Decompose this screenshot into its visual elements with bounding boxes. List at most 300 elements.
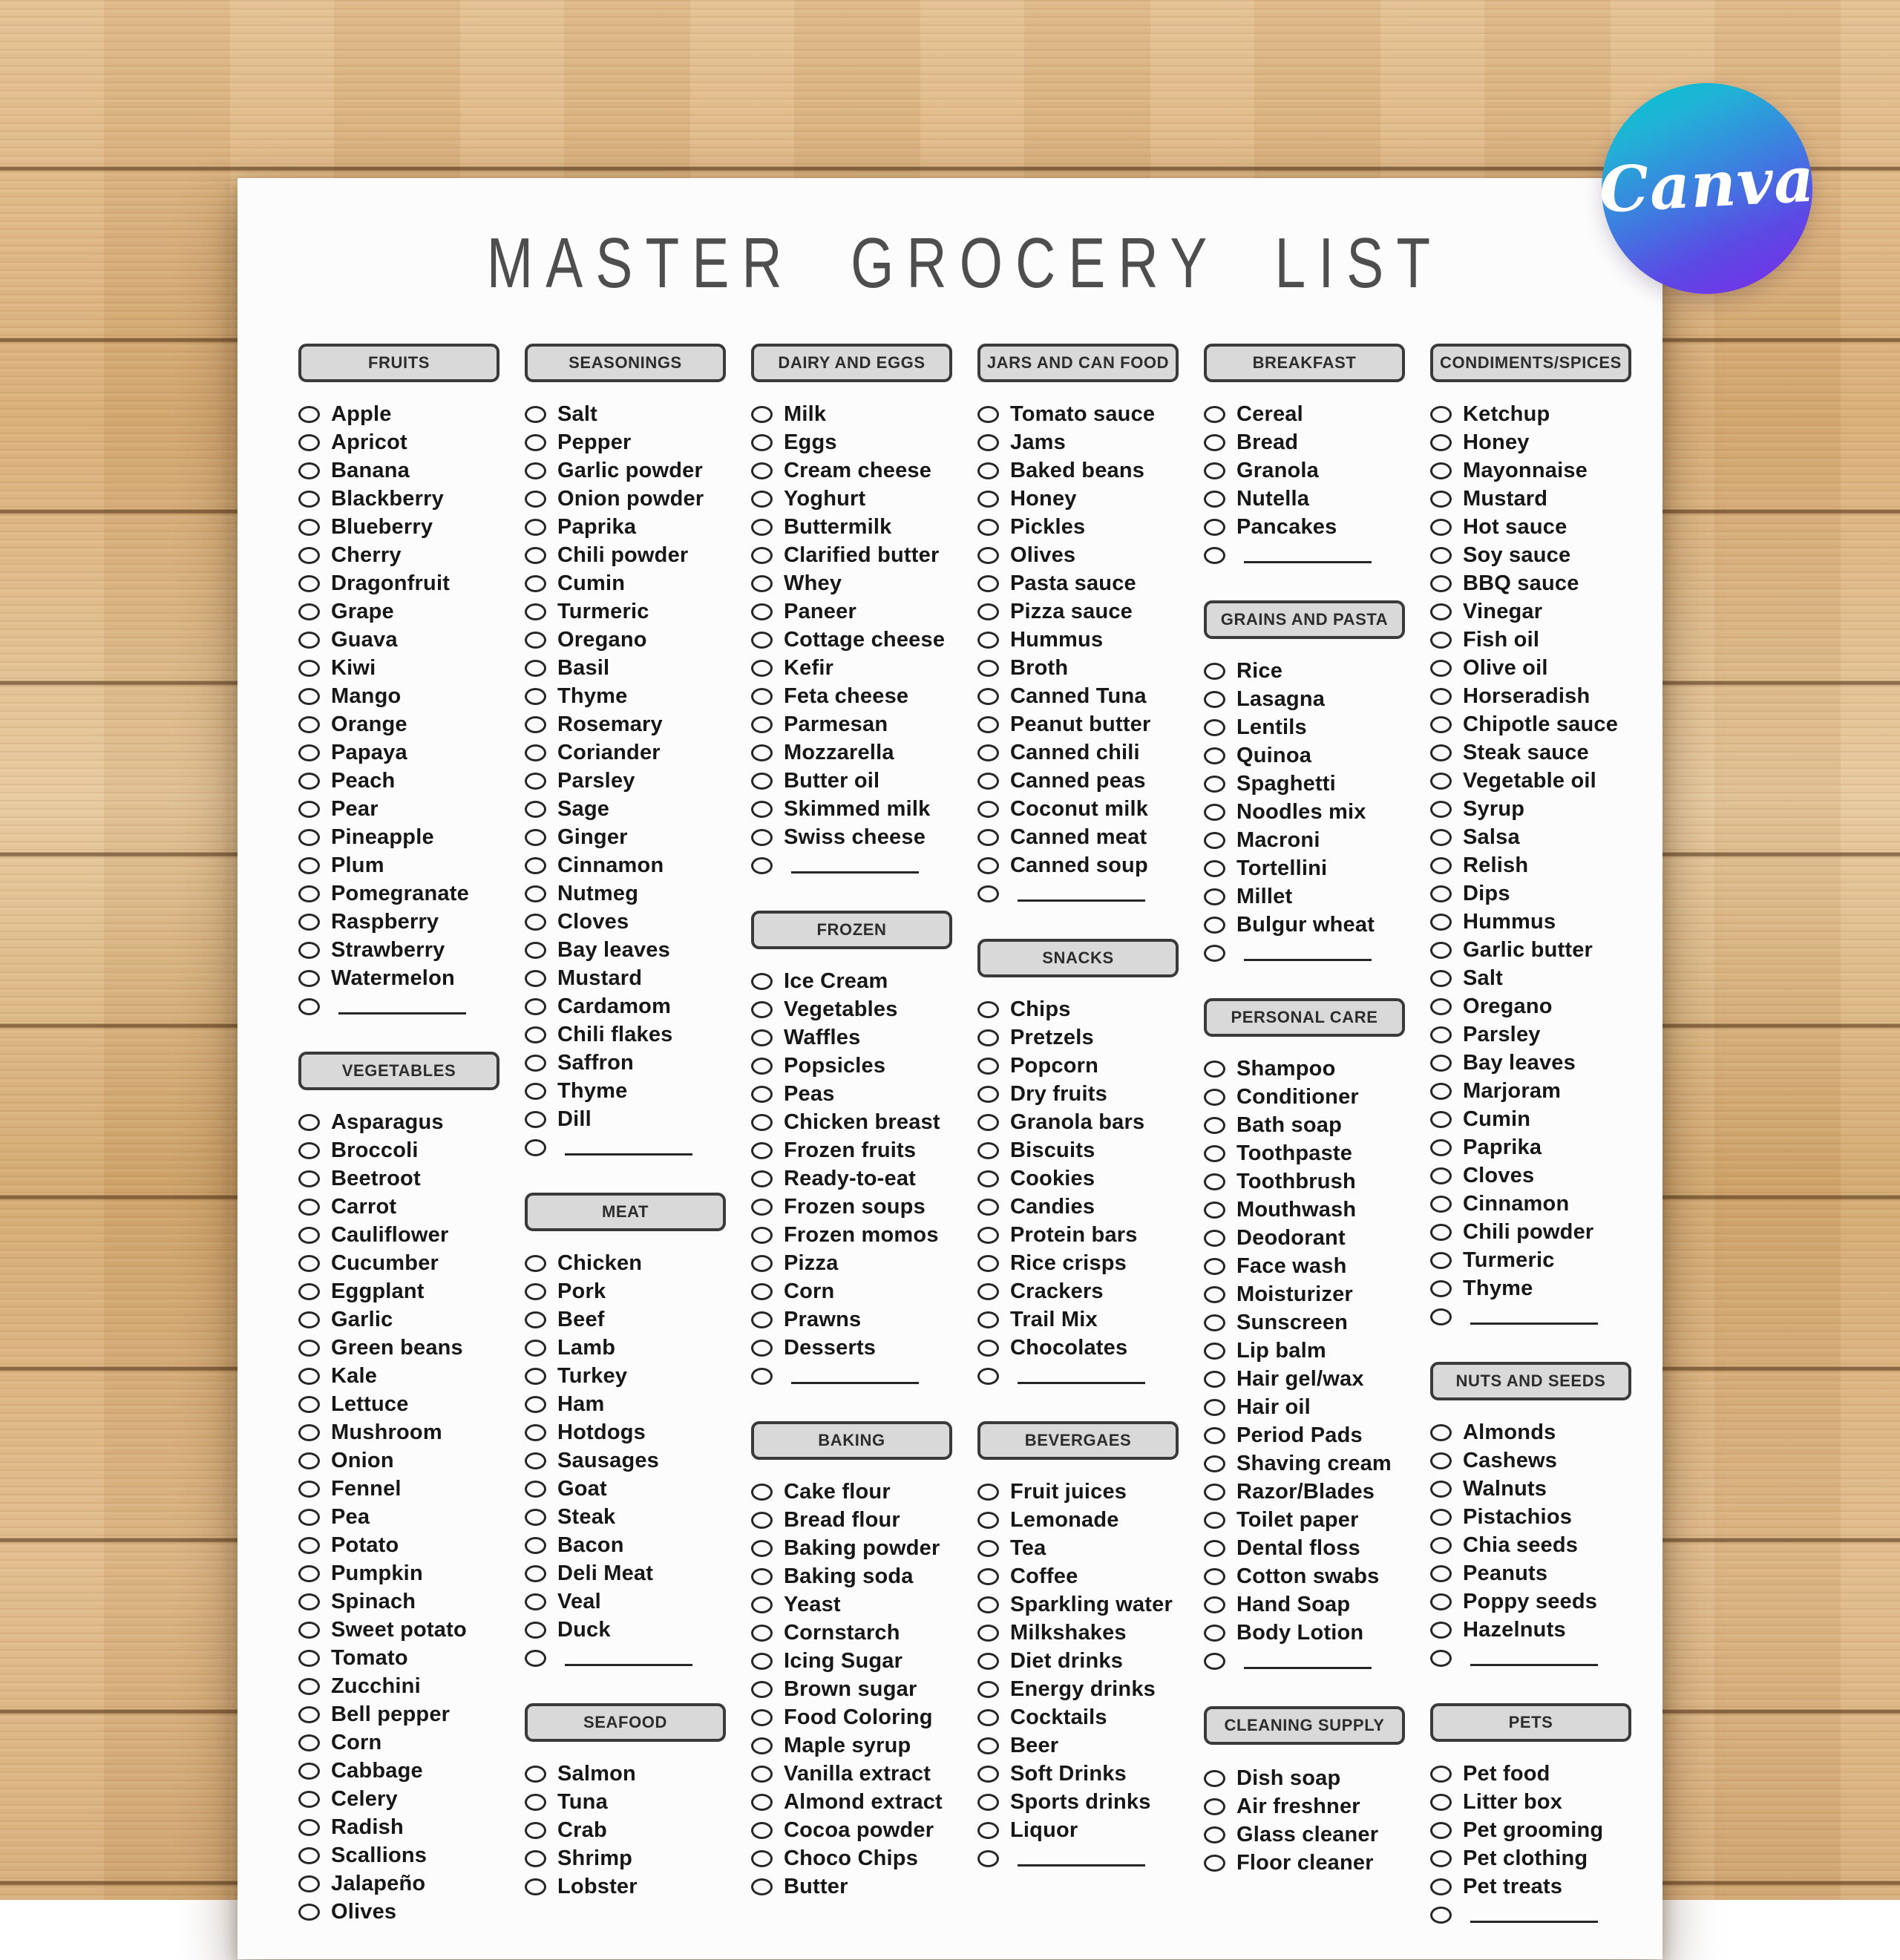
checkbox-circle[interactable] — [298, 1622, 320, 1639]
checkbox-circle[interactable] — [525, 1424, 546, 1441]
checkbox-circle[interactable] — [977, 1368, 999, 1385]
checkbox-circle[interactable] — [977, 1625, 999, 1642]
checkbox-circle[interactable] — [977, 1227, 999, 1244]
checkbox-circle[interactable] — [525, 1139, 546, 1156]
checkbox-circle[interactable] — [525, 1822, 546, 1839]
checkbox-circle[interactable] — [977, 1058, 999, 1075]
checkbox-circle[interactable] — [1204, 1770, 1225, 1787]
checkbox-circle[interactable] — [298, 1593, 320, 1610]
checkbox-circle[interactable] — [525, 1055, 546, 1072]
checkbox-circle[interactable] — [1204, 1089, 1225, 1106]
blank-write-in-line[interactable] — [1470, 1651, 1598, 1666]
blank-write-in-line[interactable] — [1244, 945, 1372, 961]
checkbox-circle[interactable] — [525, 942, 546, 959]
checkbox-circle[interactable] — [1430, 773, 1452, 790]
checkbox-circle[interactable] — [977, 434, 999, 451]
checkbox-circle[interactable] — [298, 1170, 320, 1187]
checkbox-circle[interactable] — [1430, 547, 1452, 564]
checkbox-circle[interactable] — [1430, 434, 1452, 451]
checkbox-circle[interactable] — [298, 801, 320, 818]
checkbox-circle[interactable] — [977, 575, 999, 592]
checkbox-circle[interactable] — [751, 1709, 773, 1726]
checkbox-circle[interactable] — [977, 688, 999, 705]
checkbox-circle[interactable] — [751, 1568, 773, 1585]
checkbox-circle[interactable] — [977, 1766, 999, 1783]
checkbox-circle[interactable] — [298, 1875, 320, 1892]
checkbox-circle[interactable] — [1430, 1424, 1452, 1441]
checkbox-circle[interactable] — [298, 660, 320, 677]
checkbox-circle[interactable] — [751, 1596, 773, 1613]
checkbox-circle[interactable] — [525, 434, 546, 451]
checkbox-circle[interactable] — [977, 1086, 999, 1103]
checkbox-circle[interactable] — [525, 1622, 546, 1639]
checkbox-circle[interactable] — [525, 547, 546, 564]
checkbox-circle[interactable] — [525, 688, 546, 705]
checkbox-circle[interactable] — [525, 1794, 546, 1811]
list-item — [298, 823, 499, 851]
checkbox-circle[interactable] — [1204, 1117, 1225, 1134]
checkbox-circle[interactable] — [751, 688, 773, 705]
checkbox-circle[interactable] — [1204, 1855, 1225, 1872]
checkbox-circle[interactable] — [298, 1368, 320, 1385]
checkbox-circle[interactable] — [751, 857, 773, 874]
checkbox-circle[interactable] — [298, 1904, 320, 1921]
checkbox-circle[interactable] — [1430, 1139, 1452, 1156]
checkbox-circle[interactable] — [1204, 663, 1225, 680]
checkbox-circle[interactable] — [751, 632, 773, 649]
checkbox-circle[interactable] — [525, 1368, 546, 1385]
checkbox-circle[interactable] — [525, 829, 546, 846]
checkbox-circle[interactable] — [751, 1850, 773, 1867]
checkbox-circle[interactable] — [751, 1512, 773, 1529]
checkbox-circle[interactable] — [1430, 1509, 1452, 1526]
checkbox-circle[interactable] — [298, 1847, 320, 1864]
checkbox-circle[interactable] — [298, 1142, 320, 1159]
checkbox-circle[interactable] — [1430, 744, 1452, 761]
checkbox-circle[interactable] — [1204, 917, 1225, 934]
checkbox-circle[interactable] — [1430, 406, 1452, 423]
checkbox-circle[interactable] — [1430, 857, 1452, 874]
checkbox-circle[interactable] — [977, 1653, 999, 1670]
checkbox-circle[interactable] — [1204, 462, 1225, 479]
checkbox-circle[interactable] — [1430, 1308, 1452, 1325]
checkbox-circle[interactable] — [298, 406, 320, 423]
checkbox-circle[interactable] — [977, 1596, 999, 1613]
checkbox-circle[interactable] — [1430, 1593, 1452, 1610]
checkbox-circle[interactable] — [525, 1311, 546, 1328]
checkbox-circle[interactable] — [298, 998, 320, 1015]
checkbox-circle[interactable] — [977, 1568, 999, 1585]
list-item — [298, 936, 499, 964]
checkbox-circle[interactable] — [751, 575, 773, 592]
checkbox-circle[interactable] — [1204, 1061, 1225, 1078]
checkbox-circle[interactable] — [977, 1029, 999, 1046]
checkbox-circle[interactable] — [525, 998, 546, 1015]
checkbox-circle[interactable] — [298, 1678, 320, 1695]
checkbox-circle[interactable] — [1204, 1568, 1225, 1585]
checkbox-circle[interactable] — [1430, 1026, 1452, 1043]
blank-write-in-line[interactable] — [338, 999, 466, 1015]
checkbox-circle[interactable] — [1430, 998, 1452, 1015]
checkbox-circle[interactable] — [751, 1766, 773, 1783]
checkbox-circle[interactable] — [1204, 406, 1225, 423]
checkbox-circle[interactable] — [977, 1681, 999, 1698]
checkbox-circle[interactable] — [525, 1340, 546, 1357]
checkbox-circle[interactable] — [751, 1142, 773, 1159]
checkbox-circle[interactable] — [751, 801, 773, 818]
checkbox-circle[interactable] — [1204, 719, 1225, 736]
checkbox-circle[interactable] — [298, 1227, 320, 1244]
checkbox-circle[interactable] — [751, 1058, 773, 1075]
checkbox-circle[interactable] — [751, 1283, 773, 1300]
checkbox-circle[interactable] — [1430, 942, 1452, 959]
checkbox-circle[interactable] — [977, 1170, 999, 1187]
checkbox-circle[interactable] — [1204, 1230, 1225, 1247]
checkbox-circle[interactable] — [298, 914, 320, 931]
checkbox-circle[interactable] — [1430, 688, 1452, 705]
checkbox-circle[interactable] — [525, 1766, 546, 1783]
checkbox-circle[interactable] — [298, 575, 320, 592]
checkbox-circle[interactable] — [1204, 1512, 1225, 1529]
checkbox-circle[interactable] — [977, 603, 999, 620]
checkbox-circle[interactable] — [751, 1340, 773, 1357]
checkbox-circle[interactable] — [977, 632, 999, 649]
checkbox-circle[interactable] — [977, 1484, 999, 1501]
checkbox-circle[interactable] — [298, 1255, 320, 1272]
checkbox-circle[interactable] — [525, 773, 546, 790]
blank-write-in-line[interactable] — [565, 1140, 692, 1156]
checkbox-circle[interactable] — [1204, 1653, 1225, 1670]
checkbox-circle[interactable] — [1204, 1371, 1225, 1388]
checkbox-circle[interactable] — [751, 603, 773, 620]
blank-write-in-line[interactable] — [1244, 548, 1372, 563]
checkbox-circle[interactable] — [751, 716, 773, 733]
checkbox-circle[interactable] — [1204, 747, 1225, 764]
checkbox-circle[interactable] — [977, 1255, 999, 1272]
checkbox-circle[interactable] — [977, 773, 999, 790]
checkbox-circle[interactable] — [751, 1540, 773, 1557]
checkbox-circle[interactable] — [751, 1737, 773, 1754]
blank-write-in-line[interactable] — [1018, 886, 1145, 902]
checkbox-circle[interactable] — [751, 973, 773, 990]
checkbox-circle[interactable] — [1204, 1343, 1225, 1360]
checkbox-circle[interactable] — [298, 491, 320, 508]
checkbox-circle[interactable] — [751, 1170, 773, 1187]
checkbox-circle[interactable] — [525, 744, 546, 761]
checkbox-circle[interactable] — [751, 1484, 773, 1501]
checkbox-circle[interactable] — [1430, 1565, 1452, 1582]
checkbox-circle[interactable] — [1204, 1173, 1225, 1190]
checkbox-circle[interactable] — [1430, 1766, 1452, 1783]
checkbox-circle[interactable] — [1430, 632, 1452, 649]
checkbox-circle[interactable] — [525, 1452, 546, 1469]
checkbox-circle[interactable] — [298, 1565, 320, 1582]
checkbox-circle[interactable] — [1204, 945, 1225, 962]
checkbox-circle[interactable] — [1204, 1540, 1225, 1557]
checkbox-circle[interactable] — [1430, 970, 1452, 987]
checkbox-circle[interactable] — [977, 1199, 999, 1216]
checkbox-circle[interactable] — [1430, 462, 1452, 479]
checkbox-circle[interactable] — [1430, 1850, 1452, 1867]
checkbox-circle[interactable] — [525, 716, 546, 733]
checkbox-circle[interactable] — [298, 1340, 320, 1357]
checkbox-circle[interactable] — [298, 716, 320, 733]
checkbox-circle[interactable] — [751, 547, 773, 564]
checkbox-circle[interactable] — [1430, 1481, 1452, 1498]
checkbox-circle[interactable] — [1430, 660, 1452, 677]
checkbox-circle[interactable] — [1430, 885, 1452, 902]
blank-write-in-line[interactable] — [1018, 1369, 1145, 1384]
checkbox-circle[interactable] — [977, 1737, 999, 1754]
checkbox-circle[interactable] — [1204, 860, 1225, 877]
checkbox-circle[interactable] — [1430, 1822, 1452, 1839]
checkbox-circle[interactable] — [977, 829, 999, 846]
checkbox-circle[interactable] — [1204, 832, 1225, 849]
checkbox-circle[interactable] — [1430, 1196, 1452, 1213]
checkbox-circle[interactable] — [298, 462, 320, 479]
checkbox-circle[interactable] — [298, 829, 320, 846]
checkbox-circle[interactable] — [977, 857, 999, 874]
checkbox-circle[interactable] — [1204, 491, 1225, 508]
checkbox-circle[interactable] — [1430, 1083, 1452, 1100]
checkbox-circle[interactable] — [751, 519, 773, 536]
checkbox-circle[interactable] — [1430, 1907, 1452, 1924]
checkbox-circle[interactable] — [977, 462, 999, 479]
checkbox-circle[interactable] — [977, 1340, 999, 1357]
checkbox-circle[interactable] — [977, 801, 999, 818]
checkbox-circle[interactable] — [525, 603, 546, 620]
checkbox-circle[interactable] — [1204, 547, 1225, 564]
list-item — [298, 1531, 499, 1559]
checkbox-circle[interactable] — [525, 632, 546, 649]
checkbox-circle[interactable] — [977, 1709, 999, 1726]
checkbox-circle[interactable] — [977, 1822, 999, 1839]
checkbox-circle[interactable] — [1430, 1650, 1452, 1667]
checkbox-circle[interactable] — [1430, 1252, 1452, 1269]
checkbox-circle[interactable] — [525, 885, 546, 902]
checkbox-circle[interactable] — [751, 1822, 773, 1839]
checkbox-circle[interactable] — [977, 1512, 999, 1529]
checkbox-circle[interactable] — [298, 942, 320, 959]
checkbox-circle[interactable] — [1430, 519, 1452, 536]
checkbox-circle[interactable] — [525, 1083, 546, 1100]
checkbox-circle[interactable] — [1204, 1596, 1225, 1613]
checkbox-circle[interactable] — [525, 970, 546, 987]
checkbox-circle[interactable] — [1430, 491, 1452, 508]
checkbox-circle[interactable] — [1204, 1455, 1225, 1472]
checkbox-circle[interactable] — [1204, 804, 1225, 821]
checkbox-circle[interactable] — [298, 547, 320, 564]
checkbox-circle[interactable] — [1204, 1427, 1225, 1444]
checkbox-circle[interactable] — [1204, 888, 1225, 905]
checkbox-circle[interactable] — [1204, 1826, 1225, 1843]
checkbox-circle[interactable] — [751, 491, 773, 508]
checkbox-circle[interactable] — [1204, 1202, 1225, 1219]
checkbox-circle[interactable] — [298, 1424, 320, 1441]
checkbox-circle[interactable] — [977, 519, 999, 536]
checkbox-circle[interactable] — [1204, 434, 1225, 451]
blank-write-in-line[interactable] — [565, 1651, 692, 1666]
checkbox-circle[interactable] — [1430, 829, 1452, 846]
checkbox-circle[interactable] — [751, 1114, 773, 1131]
checkbox-circle[interactable] — [1430, 1452, 1452, 1469]
checkbox-circle[interactable] — [1430, 1622, 1452, 1639]
checkbox-circle[interactable] — [525, 519, 546, 536]
checkbox-circle[interactable] — [751, 1653, 773, 1670]
checkbox-circle[interactable] — [525, 1593, 546, 1610]
checkbox-circle[interactable] — [1204, 1258, 1225, 1275]
checkbox-circle[interactable] — [525, 1850, 546, 1867]
checkbox-circle[interactable] — [977, 1311, 999, 1328]
checkbox-circle[interactable] — [298, 1311, 320, 1328]
checkbox-circle[interactable] — [298, 970, 320, 987]
checkbox-circle[interactable] — [298, 688, 320, 705]
checkbox-circle[interactable] — [1204, 1625, 1225, 1642]
checkbox-circle[interactable] — [525, 660, 546, 677]
checkbox-circle[interactable] — [298, 1509, 320, 1526]
blank-write-in-line[interactable] — [791, 858, 919, 874]
checkbox-circle[interactable] — [525, 1283, 546, 1300]
checkbox-circle[interactable] — [525, 1255, 546, 1272]
checkbox-circle[interactable] — [1430, 1878, 1452, 1895]
checkbox-circle[interactable] — [1430, 1280, 1452, 1297]
checkbox-circle[interactable] — [1430, 1111, 1452, 1128]
checkbox-circle[interactable] — [1204, 1286, 1225, 1303]
checkbox-circle[interactable] — [298, 1481, 320, 1498]
checkbox-circle[interactable] — [1204, 519, 1225, 536]
checkbox-circle[interactable] — [298, 885, 320, 902]
checkbox-circle[interactable] — [1430, 1537, 1452, 1554]
checkbox-circle[interactable] — [298, 1199, 320, 1216]
checkbox-circle[interactable] — [298, 1819, 320, 1836]
checkbox-circle[interactable] — [751, 1681, 773, 1698]
checkbox-circle[interactable] — [525, 914, 546, 931]
blank-write-in-line[interactable] — [1470, 1907, 1598, 1923]
checkbox-circle[interactable] — [525, 1509, 546, 1526]
checkbox-circle[interactable] — [977, 1114, 999, 1131]
checkbox-circle[interactable] — [1430, 914, 1452, 931]
checkbox-circle[interactable] — [977, 547, 999, 564]
checkbox-circle[interactable] — [751, 1029, 773, 1046]
checkbox-circle[interactable] — [751, 406, 773, 423]
checkbox-circle[interactable] — [751, 1001, 773, 1018]
checkbox-circle[interactable] — [977, 406, 999, 423]
list-item — [751, 626, 952, 654]
checkbox-circle[interactable] — [525, 1878, 546, 1895]
checkbox-circle[interactable] — [298, 632, 320, 649]
blank-write-in-line[interactable] — [1018, 1851, 1145, 1866]
blank-write-in-line[interactable] — [1470, 1309, 1598, 1325]
checkbox-circle[interactable] — [298, 603, 320, 620]
checkbox-circle[interactable] — [751, 1199, 773, 1216]
checkbox-circle[interactable] — [1430, 1055, 1452, 1072]
checkbox-circle[interactable] — [1430, 801, 1452, 818]
checkbox-circle[interactable] — [298, 519, 320, 536]
checkbox-circle[interactable] — [298, 1763, 320, 1780]
checkbox-circle[interactable] — [1430, 1224, 1452, 1241]
checkbox-circle[interactable] — [751, 1794, 773, 1811]
checkbox-circle[interactable] — [751, 1878, 773, 1895]
checkbox-circle[interactable] — [525, 1111, 546, 1128]
blank-write-in-line[interactable] — [1244, 1653, 1372, 1669]
checkbox-circle[interactable] — [1430, 575, 1452, 592]
checkbox-circle[interactable] — [298, 744, 320, 761]
checkbox-circle[interactable] — [525, 1396, 546, 1413]
checkbox-circle[interactable] — [298, 1396, 320, 1413]
checkbox-circle[interactable] — [751, 1311, 773, 1328]
checkbox-circle[interactable] — [751, 462, 773, 479]
checkbox-circle[interactable] — [977, 1283, 999, 1300]
checkbox-circle[interactable] — [977, 660, 999, 677]
checkbox-circle[interactable] — [751, 660, 773, 677]
checkbox-circle[interactable] — [525, 1650, 546, 1667]
checkbox-circle[interactable] — [977, 716, 999, 733]
checkbox-circle[interactable] — [1430, 603, 1452, 620]
checkbox-circle[interactable] — [1204, 1484, 1225, 1501]
checkbox-circle[interactable] — [298, 1452, 320, 1469]
checkbox-circle[interactable] — [1204, 691, 1225, 708]
checkbox-circle[interactable] — [751, 1086, 773, 1103]
checkbox-circle[interactable] — [298, 1706, 320, 1723]
checkbox-circle[interactable] — [751, 1625, 773, 1642]
checkbox-circle[interactable] — [298, 1791, 320, 1808]
checkbox-circle[interactable] — [1430, 1167, 1452, 1184]
checkbox-circle[interactable] — [525, 491, 546, 508]
checkbox-circle[interactable] — [1430, 716, 1452, 733]
checkbox-circle[interactable] — [1204, 776, 1225, 793]
checkbox-circle[interactable] — [751, 434, 773, 451]
checkbox-circle[interactable] — [1204, 1399, 1225, 1416]
checkbox-circle[interactable] — [298, 434, 320, 451]
checkbox-circle[interactable] — [1204, 1145, 1225, 1162]
checkbox-circle[interactable] — [298, 1283, 320, 1300]
checkbox-circle[interactable] — [525, 1481, 546, 1498]
checkbox-circle[interactable] — [298, 857, 320, 874]
checkbox-circle[interactable] — [1430, 1794, 1452, 1811]
checkbox-circle[interactable] — [751, 1255, 773, 1272]
checkbox-circle[interactable] — [977, 1794, 999, 1811]
checkbox-circle[interactable] — [751, 773, 773, 790]
checkbox-circle[interactable] — [977, 744, 999, 761]
blank-write-in-line[interactable] — [791, 1369, 919, 1384]
checkbox-circle[interactable] — [298, 1537, 320, 1554]
checkbox-circle[interactable] — [525, 857, 546, 874]
checkbox-circle[interactable] — [977, 1540, 999, 1557]
checkbox-circle[interactable] — [298, 1114, 320, 1131]
checkbox-circle[interactable] — [525, 406, 546, 423]
checkbox-circle[interactable] — [525, 801, 546, 818]
checkbox-circle[interactable] — [977, 491, 999, 508]
checkbox-circle[interactable] — [977, 1142, 999, 1159]
checkbox-circle[interactable] — [751, 1368, 773, 1385]
checkbox-circle[interactable] — [525, 1026, 546, 1043]
checkbox-circle[interactable] — [977, 1850, 999, 1867]
checkbox-circle[interactable] — [751, 829, 773, 846]
checkbox-circle[interactable] — [525, 1537, 546, 1554]
checkbox-circle[interactable] — [1204, 1798, 1225, 1815]
checkbox-circle[interactable] — [525, 1565, 546, 1582]
checkbox-circle[interactable] — [298, 773, 320, 790]
checkbox-circle[interactable] — [751, 744, 773, 761]
checkbox-circle[interactable] — [977, 1001, 999, 1018]
checkbox-circle[interactable] — [977, 885, 999, 902]
checkbox-circle[interactable] — [298, 1734, 320, 1751]
checkbox-circle[interactable] — [525, 575, 546, 592]
checkbox-circle[interactable] — [1204, 1314, 1225, 1331]
checkbox-circle[interactable] — [525, 462, 546, 479]
checkbox-circle[interactable] — [751, 1227, 773, 1244]
checkbox-circle[interactable] — [298, 1650, 320, 1667]
